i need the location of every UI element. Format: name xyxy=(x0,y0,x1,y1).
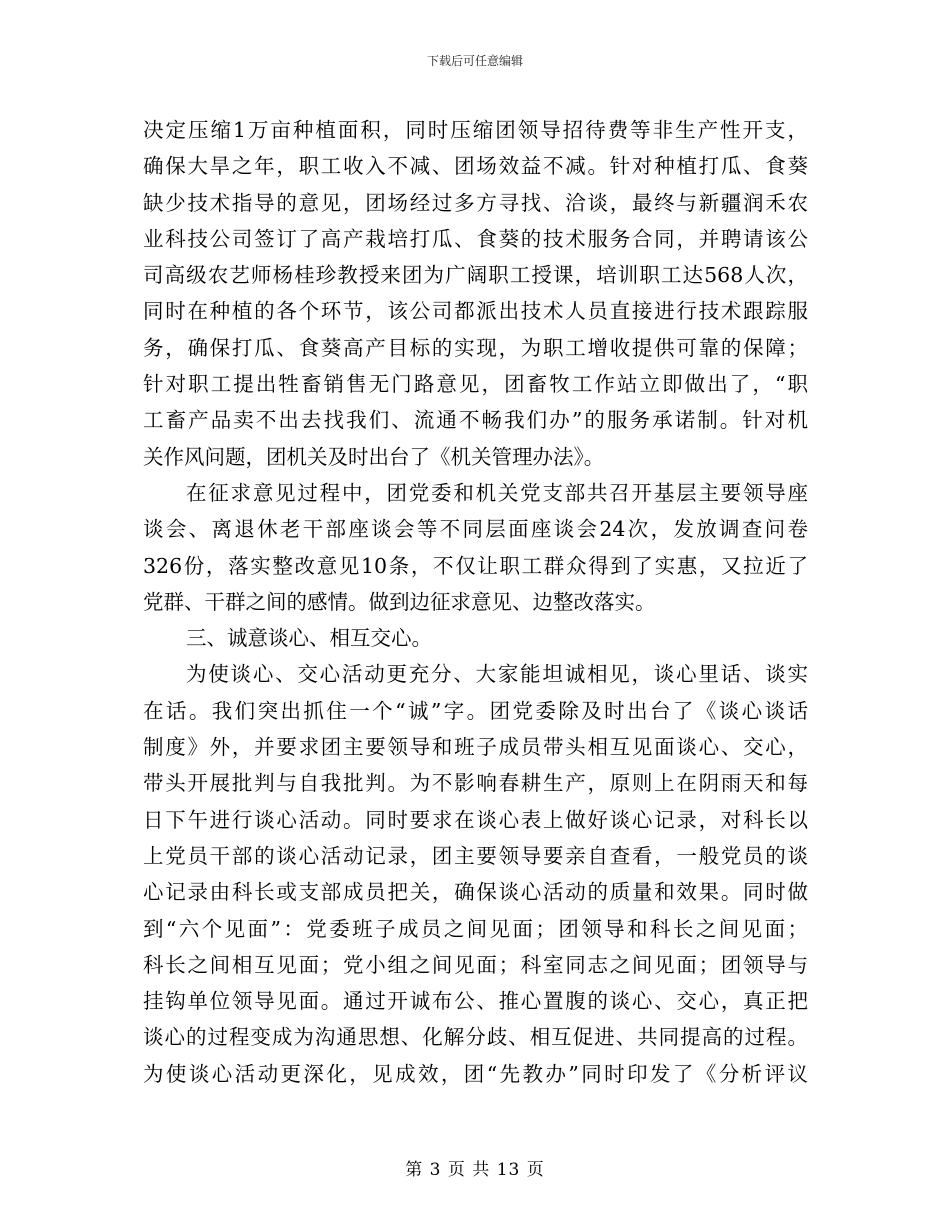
text-line: 心记录由科长或支部成员把关，确保谈心活动的质量和效果。同时做 xyxy=(143,880,808,905)
text-line: 为使谈心活动更深化，见成效，团“先教办”同时印发了《分析评议 xyxy=(143,1061,808,1086)
text-line: 关作风问题，团机关及时出台了《机关管理办法》。 xyxy=(143,444,605,469)
paragraph-first-line: 为使谈心、交心活动更充分、大家能坦诚相见，谈心里话、谈实 xyxy=(186,662,808,687)
text-line: 挂钩单位领导见面。通过开诚布公、推心置腹的谈心、交心，真正把 xyxy=(143,989,808,1014)
text-line: 日下午进行谈心活动。同时要求在谈心表上做好谈心记录，对科长以 xyxy=(143,807,808,832)
text-line: 司高级农艺师杨桂珍教授来团为广阔职工授课，培训职工达568人次， xyxy=(143,263,808,288)
page-number: 第 3 页 共 13 页 xyxy=(405,1160,545,1180)
page-header: 下载后可任意编辑 xyxy=(426,54,523,68)
text-line: 谈心的过程变成为沟通思想、化解分歧、相互促进、共同提高的过程。 xyxy=(143,1025,808,1050)
text-line: 在话。我们突出抓住一个“诚”字。团党委除及时出台了《谈心谈话 xyxy=(143,698,808,723)
text-line: 业科技公司签订了高产栽培打瓜、食葵的技术服务合同，并聘请该公 xyxy=(143,226,808,251)
text-line: 带头开展批判与自我批判。为不影响春耕生产，原则上在阴雨天和每 xyxy=(143,771,808,796)
text-line: 到“六个见面”：党委班子成员之间见面；团领导和科长之间见面； xyxy=(143,916,808,941)
paragraph-first-line: 在征求意见过程中，团党委和机关党支部共召开基层主要领导座 xyxy=(186,480,808,505)
text-line: 务，确保打瓜、食葵高产目标的实现，为职工增收提供可靠的保障； xyxy=(143,335,808,360)
text-line: 326份，落实整改意见10条，不仅让职工群众得到了实惠，又拉近了 xyxy=(143,553,808,578)
text-line: 党群、干群之间的感情。做到边征求意见、边整改落实。 xyxy=(143,589,656,614)
text-line: 确保大旱之年，职工收入不减、团场效益不减。针对种植打瓜、食葵 xyxy=(143,154,808,179)
text-line: 谈会、离退休老干部座谈会等不同层面座谈会24次，发放调查问卷 xyxy=(143,517,808,542)
text-line: 同时在种植的各个环节，该公司都派出技术人员直接进行技术跟踪服 xyxy=(143,299,808,324)
text-line: 缺少技术指导的意见，团场经过多方寻找、洽谈，最终与新疆润禾农 xyxy=(143,190,808,215)
text-line: 上党员干部的谈心活动记录，团主要领导要亲自查看，一般党员的谈 xyxy=(143,843,808,868)
text-line: 制度》外，并要求团主要领导和班子成员带头相互见面谈心、交心， xyxy=(143,735,808,760)
text-line: 科长之间相互见面；党小组之间见面；科室同志之间见面；团领导与 xyxy=(143,952,808,977)
text-line: 工畜产品卖不出去找我们、流通不畅我们办”的服务承诺制。针对机 xyxy=(143,408,808,433)
text-line: 针对职工提出牲畜销售无门路意见，团畜牧工作站立即做出了，“职 xyxy=(143,372,808,397)
section-heading: 三、诚意谈心、相互交心。 xyxy=(186,626,432,651)
document-body xyxy=(143,112,808,1092)
text-line: 决定压缩1万亩种植面积，同时压缩团领导招待费等非生产性开支， xyxy=(143,118,808,142)
